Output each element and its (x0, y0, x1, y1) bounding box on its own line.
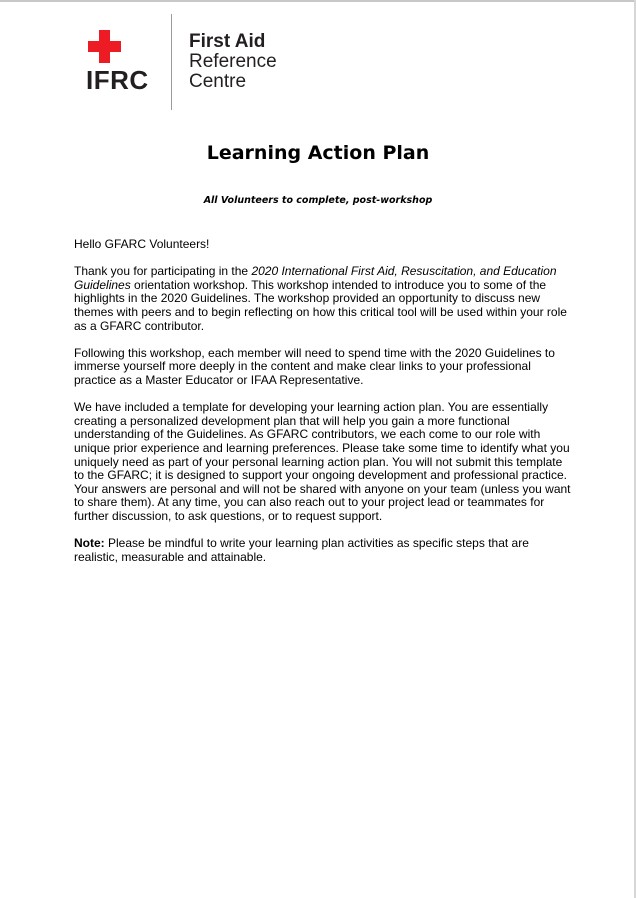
page-top-edge (0, 0, 636, 2)
logo-wordmark (189, 32, 277, 92)
paragraph-template: We have included a template for developing your learning action plan. You are essentially creating a personalized development plan that will help you gain a more functional understanding of the Guidelines. As GFARC contributors, we each come to our role with unique prior experience and learning preferences. Please take some time to identify what you uniquely need as part of your personal learning action plan. You will not submit this template to the GFARC; it is designed to support your ongoing development and professional practice. Your answers are personal and will not be shared with anyone on your team (unless you want to share them). At any time, you can also reach out to your project lead or teammates for further discussion, to ask questions, or to request support. (74, 400, 571, 523)
paragraph-intro-end: orientation workshop. This workshop intended to introduce you to some of the highlights in the 2020 Guidelines. The workshop provided an opportunity to discuss new themes with peers and to begin reflecting on how this critical tool will be used within your role as a GFARC contributor. (74, 277, 567, 333)
document-title: Learning Action Plan (206, 142, 430, 164)
paragraph-intro (74, 265, 574, 333)
paragraph-following: Following this workshop, each member will need to spend time with the 2020 Guidelines to immerse yourself more deeply in the content and make clear links to your professional practice as a Master Educator or IFAA Representative. (74, 345, 555, 387)
document-body (74, 238, 574, 578)
ifrc-logo (86, 14, 316, 110)
logo-divider (171, 14, 172, 110)
emblem-group (88, 30, 158, 64)
logo-line-2: Reference (189, 51, 277, 72)
note-paragraph (74, 537, 574, 564)
logo-abbreviation: IFRC (86, 65, 149, 95)
note-label: Note: (74, 536, 105, 551)
greeting: Hello GFARC Volunteers! (74, 237, 210, 251)
logo-line-3: Centre (189, 71, 247, 92)
logo-line-1: First Aid (189, 31, 266, 52)
document-subtitle: All Volunteers to complete, post-workshop (203, 195, 433, 206)
red-crescent-icon (132, 31, 148, 63)
red-cross-icon (88, 30, 121, 63)
guidelines-title: 2020 International First Aid, Resuscitation, and Education Guidelines (74, 264, 557, 292)
note-text: Please be mindful to write your learning plan activities as specific steps that are realistic, measurable and attainable. (74, 536, 529, 564)
paragraph-intro-start: Thank you for participating in the (74, 264, 252, 279)
